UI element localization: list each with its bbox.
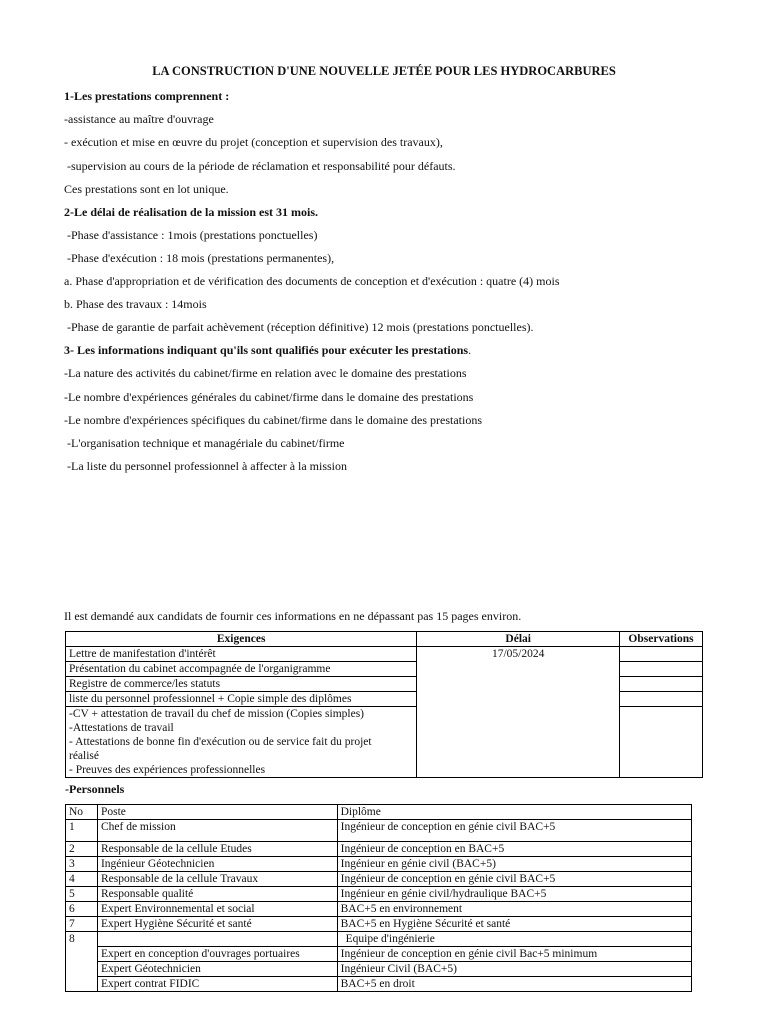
table-row xyxy=(66,647,703,662)
s1-line: -supervision au cours de la période de réclamation et responsabilité pour défauts. xyxy=(64,159,456,173)
row-diplome: Ingénieur de conception en génie civil BAC+5 xyxy=(337,872,691,887)
exigence-line: -CV + attestation de travail du chef de mission (Copies simples) xyxy=(69,708,364,720)
observation-cell xyxy=(620,692,703,707)
row-no: 6 xyxy=(66,902,98,917)
row-diplome: Ingénieur Civil (BAC+5) xyxy=(337,962,691,977)
s1-line: Ces prestations sont en lot unique. xyxy=(64,182,229,196)
s2-line: -Phase d'exécution : 18 mois (prestations permanentes), xyxy=(64,251,335,265)
row-no: 4 xyxy=(66,872,98,887)
exigence-cell: Registre de commerce/les statuts xyxy=(66,677,417,692)
personnel-heading: -Personnels xyxy=(65,782,125,796)
row-no: 1 xyxy=(66,820,98,842)
header-delai: Délai xyxy=(417,632,620,647)
exigence-cell: liste du personnel professionnel + Copie simple des diplômes xyxy=(66,692,417,707)
row-diplome: BAC+5 en droit xyxy=(337,977,691,992)
row-no: 7 xyxy=(66,917,98,932)
exigence-line: réalisé xyxy=(69,750,100,762)
header-observations: Observations xyxy=(620,632,703,647)
row-poste: Responsable de la cellule Etudes xyxy=(97,842,337,857)
row-no: 5 xyxy=(66,887,98,902)
table-header-row xyxy=(66,632,703,647)
table-row-group xyxy=(66,932,692,947)
s3-line: -La nature des activités du cabinet/firme en relation avec le domaine des prestations xyxy=(64,366,467,380)
table-row xyxy=(66,842,692,857)
header-diplome: Diplôme xyxy=(337,805,691,820)
header-no: No xyxy=(66,805,98,820)
observation-cell xyxy=(620,662,703,677)
table-row xyxy=(66,977,692,992)
table-header-row xyxy=(66,805,692,820)
row-diplome: Ingénieur de conception en BAC+5 xyxy=(337,842,691,857)
table-row xyxy=(66,820,692,842)
s3-line: -Le nombre d'expériences générales du cabinet/firme dans le domaine des prestations xyxy=(64,390,474,404)
row-no: 8 xyxy=(66,932,98,992)
exigence-line: - Preuves des expériences professionnelles xyxy=(69,764,266,776)
s2-line: -Phase d'assistance : 1mois (prestations ponctuelles) xyxy=(64,228,318,242)
observation-cell xyxy=(620,677,703,692)
section-3-heading xyxy=(64,343,471,357)
exigence-cell: Lettre de manifestation d'intérêt xyxy=(66,647,417,662)
row-poste: Expert Hygiène Sécurité et santé xyxy=(97,917,337,932)
row-poste: Expert contrat FIDIC xyxy=(97,977,337,992)
table-row xyxy=(66,902,692,917)
section-3-heading-end: . xyxy=(468,343,472,357)
section-1-heading: 1-Les prestations comprennent : xyxy=(64,89,230,103)
table-row xyxy=(66,962,692,977)
row-diplome: BAC+5 en environnement xyxy=(337,902,691,917)
row-poste: Responsable de la cellule Travaux xyxy=(97,872,337,887)
row-poste: Responsable qualité xyxy=(97,887,337,902)
document-title: LA CONSTRUCTION D'UNE NOUVELLE JETÉE POUR LES HYDROCARBURES xyxy=(152,64,616,78)
table-row xyxy=(66,872,692,887)
row-poste: Expert en conception d'ouvrages portuaires xyxy=(97,947,337,962)
exigence-line: - Attestations de bonne fin d'exécution ou de service fait du projet xyxy=(69,736,372,748)
row-poste: Ingénieur Géotechnicien xyxy=(97,857,337,872)
row-poste: Expert Environnemental et social xyxy=(97,902,337,917)
s2-line: b. Phase des travaux : 14mois xyxy=(64,297,207,311)
s2-line: -Phase de garantie de parfait achèvement (réception définitive) 12 mois (prestations ponctuelles). xyxy=(64,320,534,334)
table-row xyxy=(66,917,692,932)
exigence-line: -Attestations de travail xyxy=(69,722,174,734)
section-2-heading: 2-Le délai de réalisation de la mission est 31 mois. xyxy=(64,205,318,219)
group-spacer xyxy=(97,932,337,947)
header-poste: Poste xyxy=(97,805,337,820)
delai-cell: 17/05/2024 xyxy=(417,647,620,778)
row-no: 2 xyxy=(66,842,98,857)
section-3-heading-text: 3- Les informations indiquant qu'ils sont qualifiés pour exécuter les prestations xyxy=(64,343,469,357)
s2-line: a. Phase d'appropriation et de vérification des documents de conception et d'exécution : quatre (4) mois xyxy=(64,274,560,288)
row-diplome: BAC+5 en Hygiène Sécurité et santé xyxy=(337,917,691,932)
row-poste: Chef de mission xyxy=(97,820,337,842)
exigences-table xyxy=(65,631,703,778)
row-diplome: Ingénieur de conception en génie civil BAC+5 xyxy=(337,820,691,842)
s3-line: -La liste du personnel professionnel à affecter à la mission xyxy=(64,459,348,473)
group-label: Equipe d'ingénierie xyxy=(337,932,691,947)
row-diplome: Ingénieur en génie civil (BAC+5) xyxy=(337,857,691,872)
observation-cell xyxy=(620,707,703,778)
s1-line: -assistance au maître d'ouvrage xyxy=(64,112,214,126)
row-diplome: Ingénieur en génie civil/hydraulique BAC+5 xyxy=(337,887,691,902)
row-no: 3 xyxy=(66,857,98,872)
exigence-cell-multi xyxy=(66,707,417,778)
table-row xyxy=(66,887,692,902)
row-poste: Expert Géotechnicien xyxy=(97,962,337,977)
personnel-table xyxy=(65,804,692,992)
table-row xyxy=(66,947,692,962)
row-diplome: Ingénieur de conception en génie civil Bac+5 minimum xyxy=(337,947,691,962)
s1-line: - exécution et mise en œuvre du projet (conception et supervision des travaux), xyxy=(64,135,443,149)
table-intro: Il est demandé aux candidats de fournir ces informations en ne dépassant pas 15 pages environ. xyxy=(64,609,522,623)
observation-cell xyxy=(620,647,703,662)
table-row xyxy=(66,857,692,872)
s3-line: -L'organisation technique et managériale du cabinet/firme xyxy=(64,436,345,450)
header-exigences: Exigences xyxy=(66,632,417,647)
s3-line: -Le nombre d'expériences spécifiques du cabinet/firme dans le domaine des prestations xyxy=(64,413,483,427)
exigence-cell: Présentation du cabinet accompagnée de l'organigramme xyxy=(66,662,417,677)
